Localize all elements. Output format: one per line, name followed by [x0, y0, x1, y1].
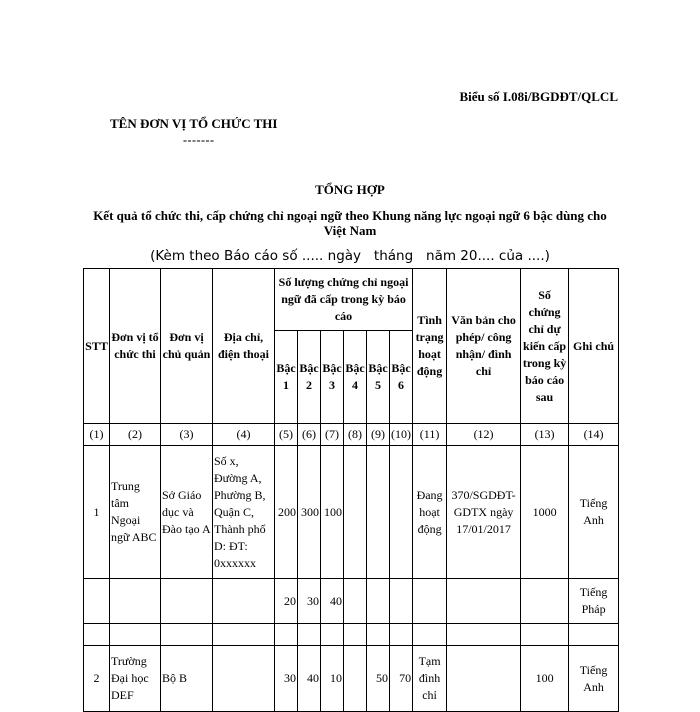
- cell-notes: Tiếng Anh: [569, 646, 619, 712]
- cell-address: [213, 624, 275, 646]
- table-row: [84, 646, 619, 712]
- column-index: (9): [367, 424, 390, 446]
- cell-level: [390, 446, 413, 579]
- cell-level: 70: [390, 646, 413, 712]
- header-level: Bậc 5: [367, 331, 390, 424]
- column-index: (1): [84, 424, 110, 446]
- separator-dashes: -------: [183, 133, 215, 147]
- cell-notes: Tiếng Anh: [569, 446, 619, 579]
- column-index: (5): [275, 424, 298, 446]
- header-level: Bậc 1: [275, 331, 298, 424]
- cell-level: [367, 579, 390, 624]
- header-stt: STT: [84, 269, 110, 424]
- cell-level: [367, 446, 390, 579]
- cell-level: 40: [321, 579, 344, 624]
- cell-level: 200: [275, 446, 298, 579]
- cell-level: 10: [321, 646, 344, 712]
- cell-level: 30: [298, 579, 321, 624]
- cell-address: Số x, Đường A, Phường B, Quận C, Thành phố D: ĐT: 0xxxxxx: [213, 446, 275, 579]
- cell-level: [321, 624, 344, 646]
- cell-stt: 1: [84, 446, 110, 579]
- cell-status: Đang hoạt động: [413, 446, 447, 579]
- table-row: [84, 579, 619, 624]
- cell-level: [344, 579, 367, 624]
- cell-stt: [84, 579, 110, 624]
- cell-unit: [110, 579, 161, 624]
- header-license: Văn bản cho phép/ công nhận/ đình chỉ: [447, 269, 521, 424]
- cell-level: 50: [367, 646, 390, 712]
- header-level: Bậc 3: [321, 331, 344, 424]
- cell-status: Tạm đình chỉ: [413, 646, 447, 712]
- cell-stt: 2: [84, 646, 110, 712]
- cell-parent-unit: Bộ B: [161, 646, 213, 712]
- table-row: [84, 624, 619, 646]
- cell-expected: [521, 624, 569, 646]
- header-level: Bậc 2: [298, 331, 321, 424]
- cell-expected: 1000: [521, 446, 569, 579]
- column-index: (3): [161, 424, 213, 446]
- cell-parent-unit: [161, 579, 213, 624]
- cell-level: 40: [298, 646, 321, 712]
- column-index: (4): [213, 424, 275, 446]
- cell-level: 300: [298, 446, 321, 579]
- column-index: (11): [413, 424, 447, 446]
- cell-level: [367, 624, 390, 646]
- cell-status: [413, 579, 447, 624]
- column-index: (6): [298, 424, 321, 446]
- header-unit: Đơn vị tổ chức thi: [110, 269, 161, 424]
- cell-level: 100: [321, 446, 344, 579]
- header-level: Bậc 6: [390, 331, 413, 424]
- header-level: Bậc 4: [344, 331, 367, 424]
- header-notes: Ghi chú: [569, 269, 619, 424]
- document-title: TỔNG HỢP: [315, 182, 385, 197]
- cell-unit: Trung tâm Ngoại ngữ ABC: [110, 446, 161, 579]
- cell-level: [390, 624, 413, 646]
- cell-level: 20: [275, 579, 298, 624]
- column-index: (2): [110, 424, 161, 446]
- column-index: (12): [447, 424, 521, 446]
- cell-expected: [521, 579, 569, 624]
- column-index: (13): [521, 424, 569, 446]
- cell-notes: [569, 624, 619, 646]
- cell-parent-unit: Sở Giáo dục và Đào tạo A: [161, 446, 213, 579]
- cell-level: [298, 624, 321, 646]
- report-table: [83, 268, 619, 712]
- table-row: [84, 446, 619, 579]
- column-index: (10): [390, 424, 413, 446]
- cell-license: [447, 624, 521, 646]
- form-code: Biểu số I.08i/BGDĐT/QLCL: [459, 89, 618, 104]
- cell-license: 370/SGDĐT-GDTX ngày 17/01/2017: [447, 446, 521, 579]
- column-index: (7): [321, 424, 344, 446]
- cell-level: [390, 579, 413, 624]
- cell-level: [344, 624, 367, 646]
- cell-unit: Trường Đại học DEF: [110, 646, 161, 712]
- document-subtitle: Kết quả tổ chức thi, cấp chứng chỉ ngoại ngữ theo Khung năng lực ngoại ngữ 6 bậc dùng cho Việt Nam: [93, 208, 607, 238]
- cell-unit: [110, 624, 161, 646]
- cell-stt: [84, 624, 110, 646]
- cell-status: [413, 624, 447, 646]
- column-index-row: [84, 424, 619, 446]
- column-index: (8): [344, 424, 367, 446]
- header-address: Địa chỉ, điện thoại: [213, 269, 275, 424]
- cell-level: [344, 446, 367, 579]
- cell-license: [447, 579, 521, 624]
- cell-license: [447, 646, 521, 712]
- cell-level: [344, 646, 367, 712]
- cell-address: [213, 579, 275, 624]
- cell-address: [213, 646, 275, 712]
- cell-notes: Tiếng Pháp: [569, 579, 619, 624]
- organization-name: TÊN ĐƠN VỊ TỔ CHỨC THI: [110, 116, 278, 131]
- header-expected: Số chứng chỉ dự kiến cấp trong kỳ báo cáo sau: [521, 269, 569, 424]
- header-parent-unit: Đơn vị chủ quản: [161, 269, 213, 424]
- cell-parent-unit: [161, 624, 213, 646]
- attachment-note: (Kèm theo Báo cáo số ..... ngày tháng năm 20.... của ....): [150, 248, 550, 264]
- cell-level: [275, 624, 298, 646]
- column-index: (14): [569, 424, 619, 446]
- cell-expected: 100: [521, 646, 569, 712]
- cell-level: 30: [275, 646, 298, 712]
- header-status: Tình trạng hoạt động: [413, 269, 447, 424]
- header-certificate-count: Số lượng chứng chỉ ngoại ngữ đã cấp trong kỳ báo cáo: [275, 269, 413, 331]
